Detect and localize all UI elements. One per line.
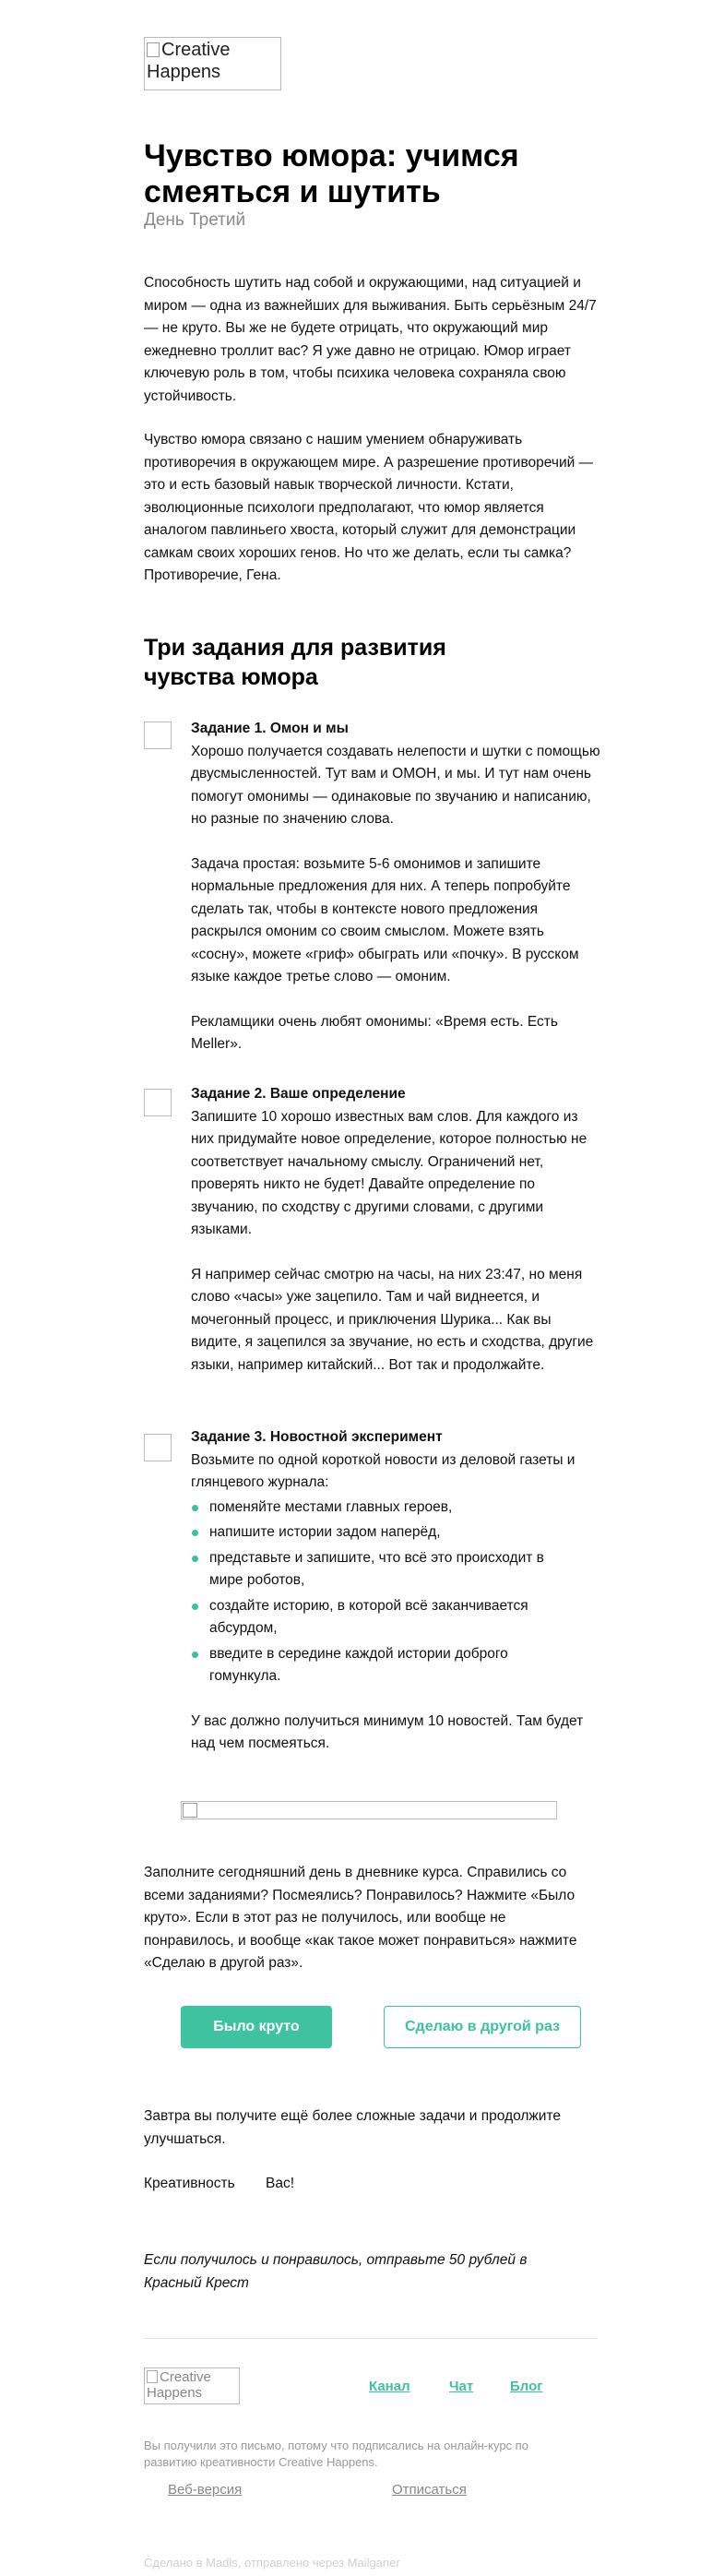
list-item: поменяйте местами главных героев, bbox=[191, 1497, 597, 1520]
task-3-image bbox=[144, 1434, 172, 1461]
footer-link-channel[interactable]: Канал bbox=[369, 2379, 410, 2394]
web-version-link[interactable]: Веб-версия bbox=[168, 2482, 243, 2498]
broken-image-icon bbox=[183, 1803, 197, 1818]
donate-text: Если получилось и понравилось, отправьте 50 рублей в Красный Крест bbox=[144, 2252, 528, 2291]
footer-link-chat[interactable]: Чат bbox=[449, 2379, 474, 2394]
diary-text: Заполните сегодняшний день в дневнике курса. Справились со всеми заданиями? Посмеялись? Понравилось? Нажмите «Было круто». Если в этот раз не получилось, или вообще не понравилось, и вообще «как такое может понравиться» нажмите «Сделаю в другой раз». bbox=[144, 1865, 577, 1971]
task-3 bbox=[191, 1426, 597, 1756]
footer-logo-alt: Creative Happens bbox=[147, 2369, 211, 2401]
list-item: введите в середине каждой истории доброго гомункула. bbox=[191, 1643, 597, 1688]
page-title: Чувство юмора: учимся смеяться и шутить bbox=[144, 138, 519, 209]
signature-word-2: Вас! bbox=[266, 2176, 295, 2191]
header-logo-alt: Creative Happens bbox=[147, 40, 231, 82]
list-item: напишите истории задом наперёд, bbox=[191, 1521, 597, 1544]
task-1-paragraph-1: Хорошо получается создавать нелепости и шутки с помощью двусмысленностей. Тут вам и ОМОН, и мы. И тут нам очень помогут омонимы — одинаковые по звучанию и написанию, но разные по значению слова. bbox=[191, 743, 600, 827]
made-with-text: Сделано в Madls, отправлено через Mailganer bbox=[144, 2556, 400, 2570]
footer-logo[interactable] bbox=[144, 2367, 240, 2404]
broken-image-icon bbox=[147, 2370, 158, 2383]
page-subtitle: День Третий bbox=[144, 210, 246, 230]
task-1-image bbox=[144, 722, 172, 749]
footer-link-blog[interactable]: Блог bbox=[510, 2379, 543, 2394]
tasks-section-title: Три задания для развития чувства юмора bbox=[144, 635, 446, 690]
tomorrow-text: Завтра вы получите ещё более сложные задачи и продолжите улучшаться. bbox=[144, 2108, 562, 2147]
task-2-paragraph-1: Запишите 10 хорошо известных вам слов. Для каждого из них придумайте новое определение, которое полностью не соответствует начальному смыслу. Ограничений нет, проверять никто не будет! Давайте определение по звучанию, по сходству с другими словами, с другими языками. bbox=[191, 1108, 588, 1237]
list-item: создайте историю, в которой всё заканчивается абсурдом, bbox=[191, 1595, 597, 1640]
unsubscribe-link[interactable]: Отписаться bbox=[392, 2482, 467, 2498]
list-item: представьте и запишите, что всё это происходит в мире роботов, bbox=[191, 1547, 597, 1592]
was-cool-button[interactable]: Было круто bbox=[181, 2006, 332, 2048]
task-1-paragraph-3: Рекламщики очень любят омонимы: «Время есть. Есть Meller». bbox=[191, 1013, 558, 1052]
intro-paragraph-1: Способность шутить над собой и окружающими, над ситуацией и миром — одна из важнейших для выживания. Быть серьёзным 24/7 — не круто. Вы же не будете отрицать, что окружающий мир ежедневно троллит вас? Я уже давно не отрицаю. Юмор играет ключевую роль в том, чтобы психика человека сохраняла свою устойчивость. bbox=[144, 275, 597, 404]
do-later-button[interactable]: Сделаю в другой раз bbox=[384, 2006, 581, 2048]
subscription-notice: Вы получили это письмо, потому что подписались на онлайн-курс по развитию креативности Creative Happens. bbox=[144, 2439, 528, 2469]
task-3-paragraph-2: У вас должно получиться минимум 10 новостей. Там будет над чем посмеяться. bbox=[191, 1712, 584, 1751]
broken-image-icon bbox=[147, 42, 160, 57]
task-1-title: Задание 1. Омон и мы bbox=[191, 721, 349, 736]
task-3-paragraph-1: Возьмите по одной короткой новости из деловой газеты и глянцевого журнала: bbox=[191, 1451, 576, 1490]
task-2-image bbox=[144, 1089, 172, 1116]
task-3-title: Задание 3. Новостной эксперимент bbox=[191, 1429, 443, 1445]
signature-word-1: Креативность bbox=[144, 2176, 235, 2191]
task-2-paragraph-2: Я например сейчас смотрю на часы, на них 23:47, но меня слово «часы» уже зацепило. Там и чай виднеется, и мочегонный процесс, и приключения Шурика... Как вы видите, я зацепился за звучание, но есть и сходства, другие языки, например китайский... Вот так и продолжайте. bbox=[191, 1266, 594, 1373]
intro-paragraph-2: Чувство юмора связано с нашим умением обнаруживать противоречия в окружающем мире. А разрешение противоречий — это и есть базовый навык творческой личности. Кстати, эволюционные психологи предполагают, что юмор является аналогом павлиньего хвоста, который служит для демонстрации самкам своих хороших генов. Но что же делать, если ты самка? Противоречие, Гена. bbox=[144, 432, 594, 583]
banner-image bbox=[181, 1801, 557, 1819]
task-2-title: Задание 2. Ваше определение bbox=[191, 1086, 406, 1102]
task-3-list bbox=[191, 1497, 597, 1688]
header-logo[interactable] bbox=[144, 37, 281, 90]
task-1-paragraph-2: Задача простая: возьмите 5-6 омонимов и запишите нормальные предложения для них. А теперь попробуйте сделать так, чтобы в контексте нового предложения раскрылся омоним со своим смыслом. Можете взять «сосну», можете «гриф» обыграть или «почку». В русском языке каждое третье слово — омоним. bbox=[191, 855, 579, 984]
task-2 bbox=[191, 1083, 604, 1377]
task-1 bbox=[191, 718, 604, 1056]
footer-divider bbox=[144, 2338, 598, 2339]
